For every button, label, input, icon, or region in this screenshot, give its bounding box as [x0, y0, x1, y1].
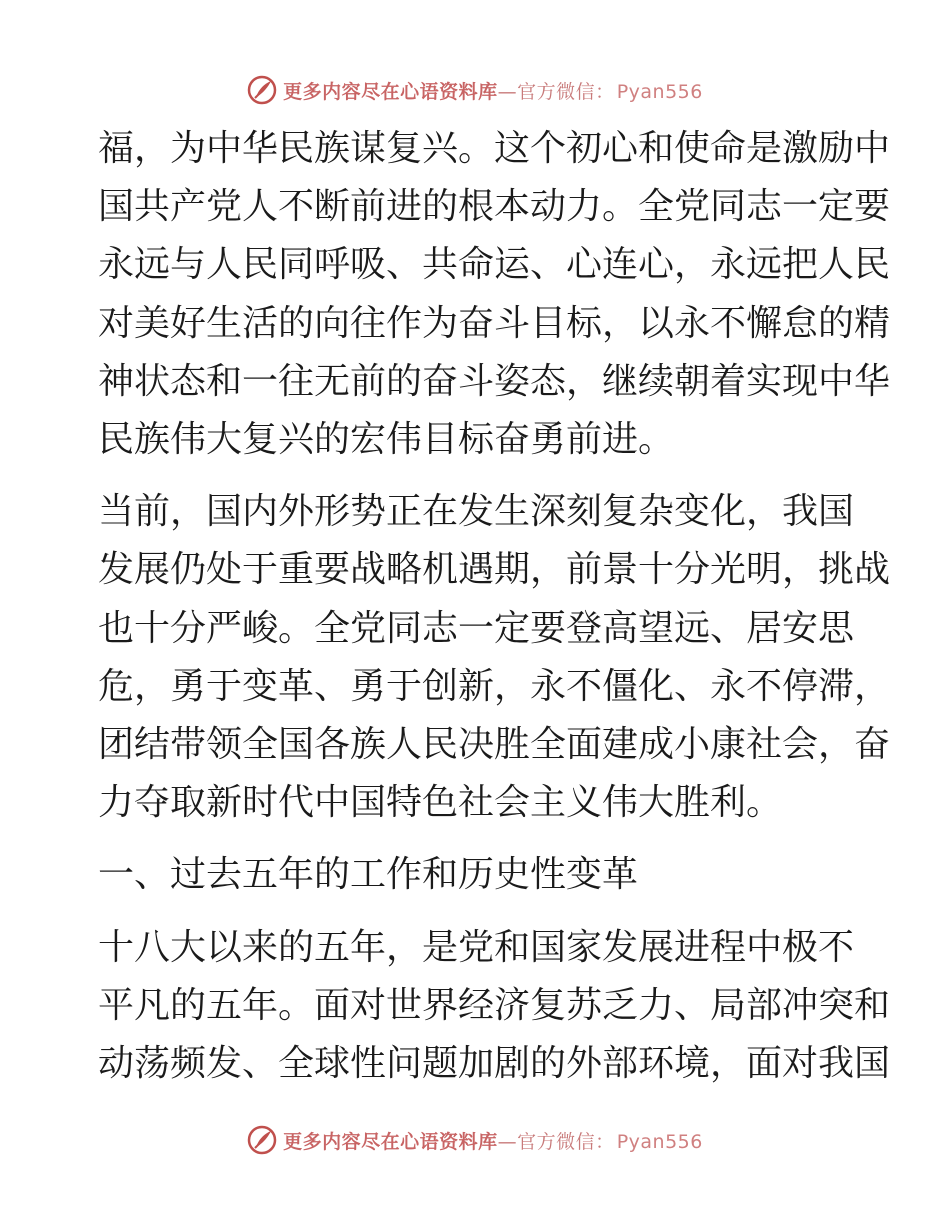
quill-logo-icon [247, 75, 277, 105]
watermark-id: Pyan556 [616, 1130, 703, 1153]
text-line: 团结带领全国各族人民决胜全面建成小康社会，奋 [98, 724, 891, 766]
watermark-dash: — [497, 1130, 518, 1153]
text-line: 力夺取新时代中国特色社会主义伟大胜利。 [98, 782, 783, 824]
text-line: 福，为中华民族谋复兴。这个初心和使命是激励中 [98, 128, 891, 169]
text-line: 动荡频发、全球性问题加剧的外部环境，面对我国 [98, 1043, 891, 1085]
quill-logo-icon [247, 1125, 277, 1155]
watermark-id: Pyan556 [616, 80, 703, 103]
text-line: 永远与人民同呼吸、共命运、心连心，永远把人民 [98, 244, 891, 286]
watermark-brand: 更多内容尽在心语资料库 [283, 80, 498, 103]
heading-text: 一、过去五年的工作和历史性变革 [98, 854, 639, 896]
text-line: 神状态和一往无前的奋斗姿态，继续朝着实现中华 [98, 360, 891, 402]
footer-watermark [0, 1122, 950, 1158]
paragraph-2 [98, 483, 891, 832]
text-line: 危，勇于变革、勇于创新，永不僵化、永不停滞， [98, 665, 891, 707]
text-line: 平凡的五年。面对世界经济复苏乏力、局部冲突和 [98, 984, 891, 1026]
watermark-label: 官方微信： [517, 1130, 615, 1153]
paragraph-1 [98, 120, 891, 469]
watermark-label: 官方微信： [517, 80, 615, 103]
document-body [98, 120, 891, 1093]
text-line: 十八大以来的五年，是党和国家发展进程中极不 [98, 926, 855, 968]
text-line: 对美好生活的向往作为奋斗目标，以永不懈怠的精 [98, 302, 891, 344]
watermark-dash: — [497, 80, 518, 103]
watermark-text [283, 1127, 703, 1154]
text-line: 民族伟大复兴的宏伟目标奋勇前进。 [98, 419, 675, 461]
text-line: 也十分严峻。全党同志一定要登高望远、居安思 [98, 607, 855, 649]
text-line: 发展仍处于重要战略机遇期，前景十分光明，挑战 [98, 549, 891, 591]
watermark-text [283, 77, 703, 104]
watermark-brand: 更多内容尽在心语资料库 [283, 1130, 498, 1153]
text-line: 国共产党人不断前进的根本动力。全党同志一定要 [98, 186, 891, 228]
section-heading [98, 846, 858, 904]
header-watermark [0, 72, 950, 108]
text-line: 当前，国内外形势正在发生深刻复杂变化，我国 [98, 491, 855, 533]
paragraph-3 [98, 919, 891, 1094]
